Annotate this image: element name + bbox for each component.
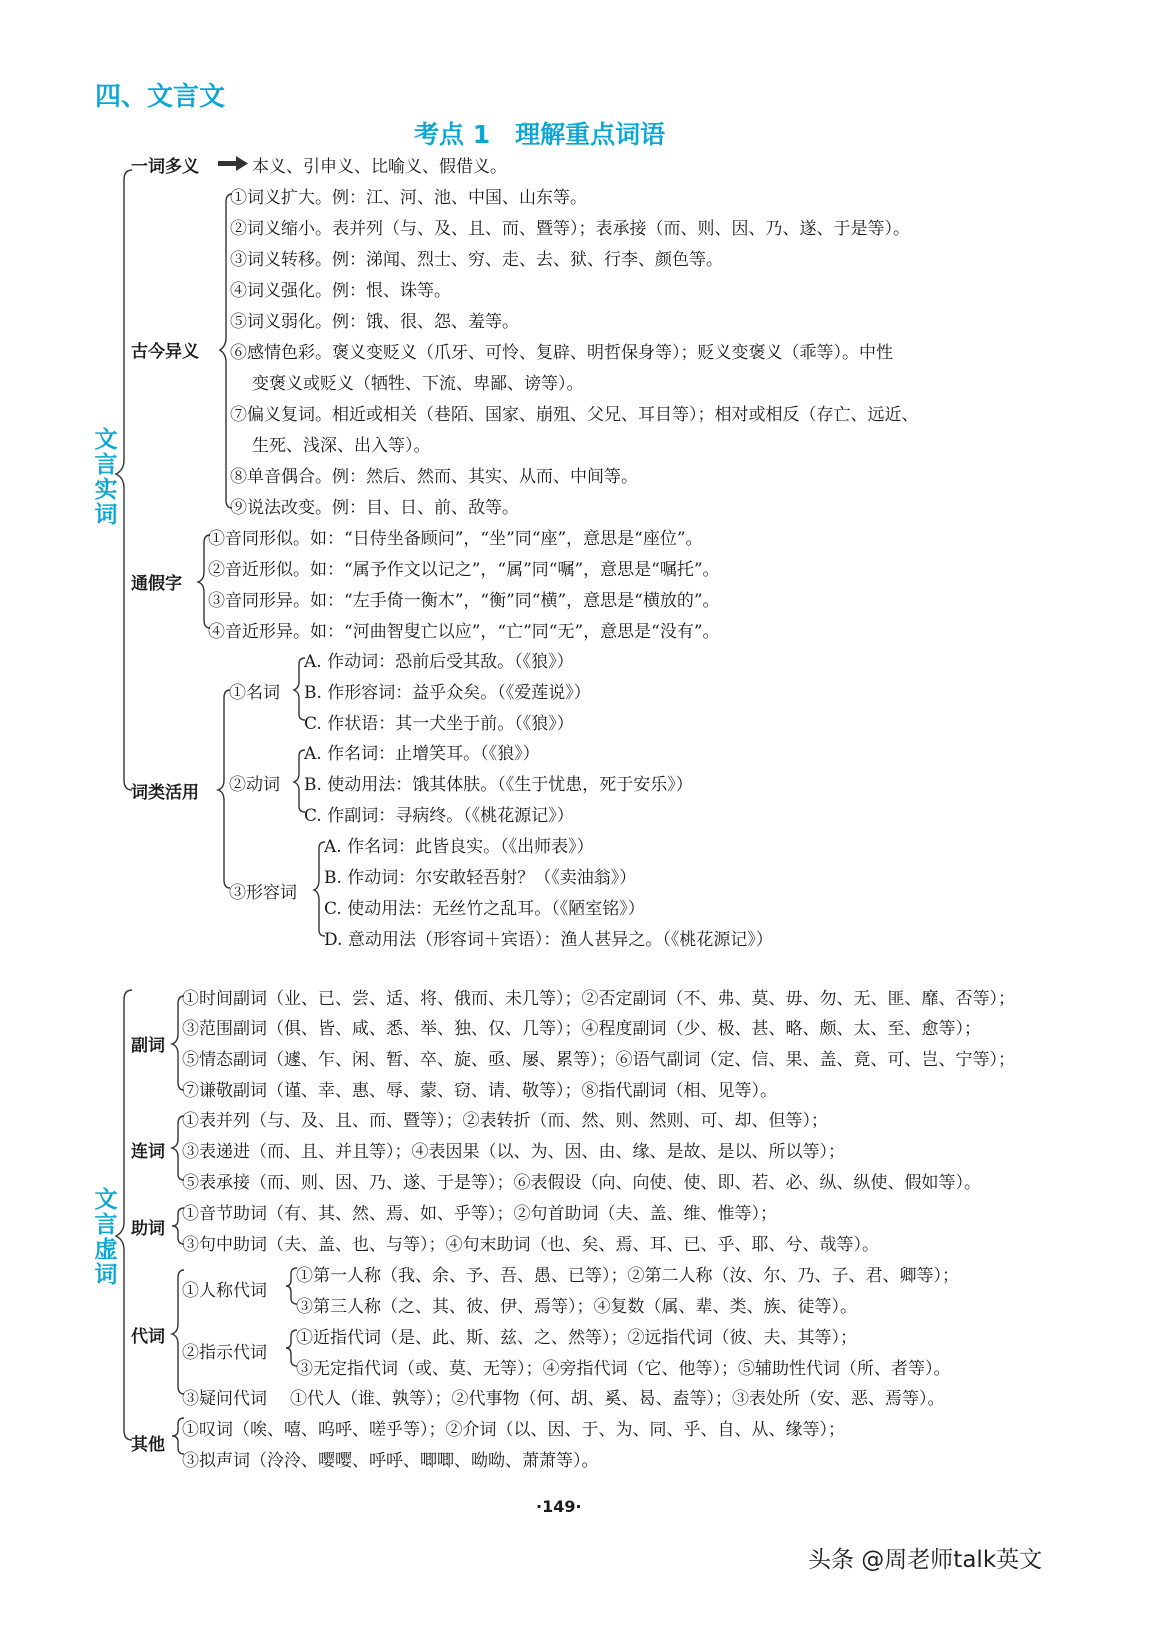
adverb-line: ⑤情态副词（遽、乍、闲、暂、卒、旋、亟、屡、累等）；⑥语气副词（定、信、果、盖、竟、可、岂、宁等）； [182,1050,1015,1070]
noun-group-label: ①名词 [229,683,280,703]
adjective-item: B. 作动词：尔安敢轻吾射？（《卖油翁》） [324,868,637,888]
ancient-modern-line: ⑥感情色彩。褒义变贬义（爪牙、可怜、复辟、明哲保身等）；贬义变褒义（乖等）。中性 [230,343,893,363]
ancient-modern-line: 生死、浅深、出入等）。 [252,436,431,456]
adjective-item: C. 使动用法：无丝竹之乱耳。（《陋室铭》） [324,899,645,919]
adverb-line: ⑦谦敬副词（谨、幸、惠、辱、蒙、窃、请、敬等）；⑧指代副词（相、见等）。 [182,1081,777,1101]
watermark: 头条 @周老师talk英文 [808,1547,1043,1573]
adverb-line: ③范围副词（俱、皆、咸、悉、举、独、仅、几等）；④程度副词（少、极、甚、略、颇、太、至、愈等）； [182,1019,981,1039]
other-label: 其他 [131,1435,165,1455]
adjective-group-label: ③形容词 [229,883,297,903]
demonstrative-pronoun-label: ②指示代词 [182,1343,267,1363]
particle-line: ③句中助词（夫、盖、也、与等）；④句末助词（也、矣、焉、耳、已、乎、耶、兮、哉等）。 [182,1235,879,1255]
tongjiazi-label: 通假字 [131,574,182,594]
tongjiazi-line: ②音近形似。如：“属予作文以记之”，“属”同“嘱”，意思是“嘱托”。 [208,560,720,580]
category-content-words: 文言实词 [94,427,118,528]
conjunction-line: ⑤表承接（而、则、因、乃、遂、于是等）；⑥表假设（向、向使、使、即、若、必、纵、纵使、假如等）。 [182,1173,981,1193]
tongjiazi-line: ③音同形异。如：“左手倚一衡木”，“衡”同“横”，意思是“横放的”。 [208,591,720,611]
ancient-modern-line: ②词义缩小。表并列（与、及、且、而、暨等）；表承接（而、则、因、乃、遂、于是等）。 [230,219,910,239]
verb-group-label: ②动词 [229,775,280,795]
conjunction-label: 连词 [131,1142,165,1162]
noun-item: C. 作状语：其一犬坐于前。（《狼》） [304,714,574,734]
ancient-modern-line: ①词义扩大。例：江、河、池、中国、山东等。 [230,188,587,208]
ancient-modern-line: ⑤词义弱化。例：饿、很、怨、羞等。 [230,312,519,332]
verb-item: C. 作副词：寻病终。（《桃花源记》） [304,806,574,826]
ancient-modern-line: ⑦偏义复词。相近或相关（巷陌、国家、崩殂、父兄、耳目等）；相对或相反（存亡、远近、 [230,405,919,425]
polysemy-text: 本义、引申义、比喻义、假借义。 [252,157,507,177]
ancient-modern-line: ③词义转移。例：涕闻、烈士、穷、走、去、狱、行李、颜色等。 [230,250,723,270]
other-line: ①叹词（唉、嘻、呜呼、嗟乎等）；②介词（以、因、于、为、同、乎、自、从、缘等）； [182,1420,845,1440]
noun-item: A. 作动词：恐前后受其敌。（《狼》） [304,652,574,672]
section-heading: 四、文言文 [95,82,226,112]
particle-label: 助词 [131,1219,165,1239]
adverb-line: ①时间副词（业、已、尝、适、将、俄而、未几等）；②否定副词（不、弗、莫、毋、勿、无、匪、靡、否等）； [182,989,1015,1009]
ancient-modern-line: 变褒义或贬义（牺牲、下流、卑鄙、谤等）。 [252,374,584,394]
demonstrative-pronoun-line: ③无定指代词（或、莫、无等）；④旁指代词（它、他等）；⑤辅助性代词（所、者等）。 [296,1359,951,1379]
ancient-modern-line: ⑨说法改变。例：目、日、前、敌等。 [230,498,519,518]
interrogative-pronoun-line: ①代人（谁、孰等）；②代事物（何、胡、奚、曷、盍等）；③表处所（安、恶、焉等）。 [290,1389,945,1409]
adjective-item: A. 作名词：此皆良实。（《出师表》） [324,837,594,857]
personal-pronoun-line: ①第一人称（我、余、予、吾、愚、已等）；②第二人称（汝、尔、乃、子、君、卿等）； [296,1266,959,1286]
adjective-item: D. 意动用法（形容词＋宾语）：渔人甚异之。（《桃花源记》） [324,930,773,950]
noun-item: B. 作形容词：益乎众矣。（《爱莲说》） [304,683,591,703]
page-number: ·149· [536,1497,582,1516]
ancient-modern-line: ⑧单音偶合。例：然后、然而、其实、从而、中间等。 [230,467,638,487]
interrogative-pronoun-label: ③疑问代词 [182,1389,267,1409]
personal-pronoun-line: ③第三人称（之、其、彼、伊、焉等）；④复数（属、辈、类、族、徒等）。 [296,1297,857,1317]
personal-pronoun-label: ①人称代词 [182,1281,267,1301]
demonstrative-pronoun-line: ①近指代词（是、此、斯、兹、之、然等）；②远指代词（彼、夫、其等）； [296,1328,857,1348]
particle-line: ①音节助词（有、其、然、焉、如、乎等）；②句首助词（夫、盖、维、惟等）； [182,1204,777,1224]
verb-item: A. 作名词：止增笑耳。（《狼》） [304,744,540,764]
category-function-words: 文言虚词 [94,1187,118,1288]
other-line: ③拟声词（泠泠、嘤嘤、呼呼、唧唧、呦呦、萧萧等）。 [182,1451,599,1471]
arrow-right-icon [218,156,248,171]
pronoun-label: 代词 [131,1327,165,1347]
polysemy-label: 一词多义 [131,157,199,177]
word-class-label: 词类活用 [131,783,199,803]
tongjiazi-line: ④音近形异。如：“河曲智叟亡以应”，“亡”同“无”，意思是“没有”。 [208,622,720,642]
ancient-modern-label: 古今异义 [131,342,199,362]
conjunction-line: ③表递进（而、且、并且等）；④表因果（以、为、因、由、缘、是故、是以、所以等）； [182,1142,845,1162]
verb-item: B. 使动用法：饿其体肤。（《生于忧患，死于安乐》） [304,775,693,795]
ancient-modern-line: ④词义强化。例：恨、诛等。 [230,281,451,301]
conjunction-line: ①表并列（与、及、且、而、暨等）；②表转折（而、然、则、然则、可、却、但等）； [182,1111,828,1131]
tongjiazi-line: ①音同形似。如：“日侍坐备顾问”，“坐”同“座”，意思是“座位”。 [208,529,703,549]
adverb-label: 副词 [131,1036,165,1056]
page-title: 考点 1 理解重点词语 [414,120,666,149]
